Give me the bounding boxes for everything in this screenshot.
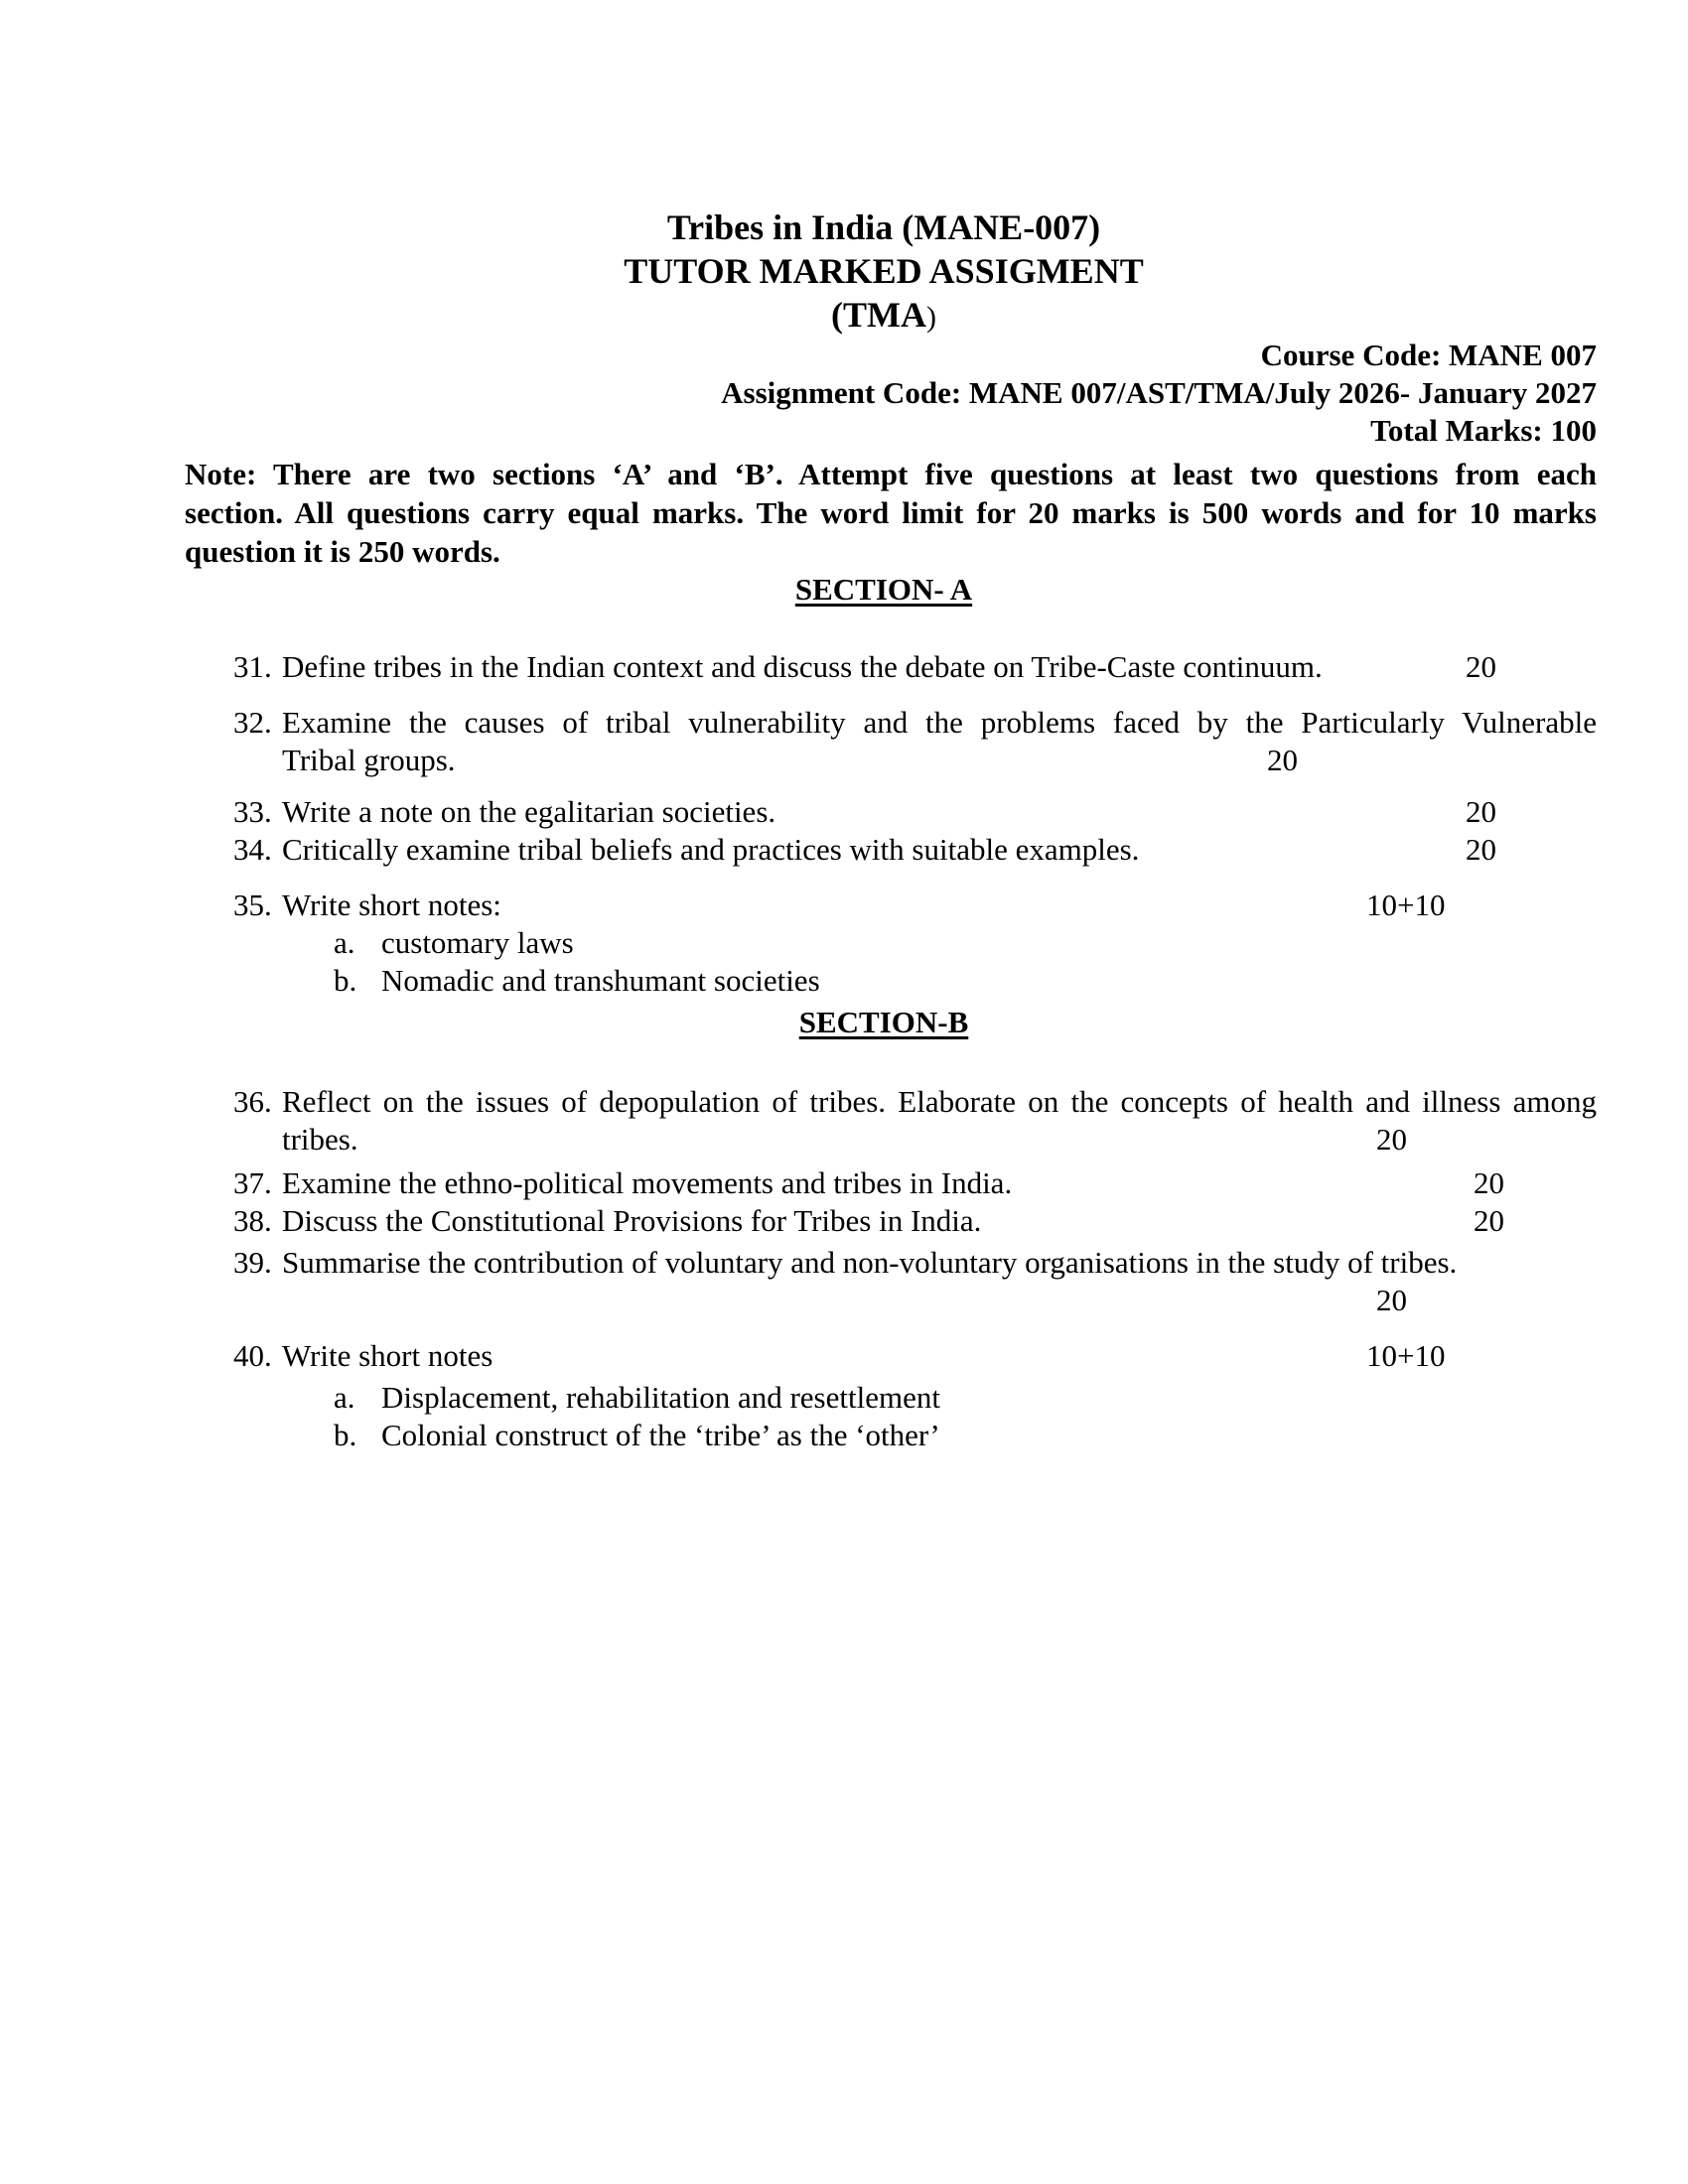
note-line: section. All questions carry equal marks. The word limit for 20 marks is 500 words and for 10 marks [185,495,1597,530]
question-marks: 20 [1474,1203,1504,1238]
sub-item-letter: b. [334,963,357,998]
assignment-code: Assignment Code: MANE 007/AST/TMA/July 2026- January 2027 [721,375,1597,410]
section-b-heading: SECTION-B [798,1005,969,1039]
question-text: Write short notes: [282,887,501,922]
question-marks: 20 [1376,1283,1407,1317]
question-40 [0,1338,1688,1457]
question-marks: 20 [1474,1165,1504,1200]
sub-item-text: customary laws [381,925,574,960]
document-subtitle: TUTOR MARKED ASSIGMENT [624,251,1144,291]
total-marks: Total Marks: 100 [1370,413,1597,448]
question-number: 31. [233,649,272,684]
question-text: Reflect on the issues of depopulation of tribes. Elaborate on the concepts of health and illness among [282,1084,1597,1119]
question-number: 37. [233,1165,272,1200]
course-code: Course Code: MANE 007 [1260,338,1597,372]
section-a-heading: SECTION- A [794,572,973,607]
question-text: Write a note on the egalitarian societies. [282,794,776,829]
question-text: Discuss the Constitutional Provisions for Tribes in India. [282,1203,982,1238]
question-number: 32. [233,705,272,740]
sub-item-text: Nomadic and transhumant societies [381,963,820,998]
sub-item-letter: a. [334,925,355,960]
question-number: 39. [233,1245,272,1280]
question-number: 34. [233,832,272,867]
question-marks: 20 [1466,832,1496,867]
instructions-note [185,455,1597,571]
question-text: Summarise the contribution of voluntary and non-voluntary organisations in the study of tribes. [282,1245,1458,1280]
document-title: Tribes in India (MANE-007) [666,207,1101,247]
question-number: 33. [233,794,272,829]
question-35 [0,887,1688,1007]
question-31 [0,649,1688,689]
note-line: question it is 250 words. [185,534,500,569]
note-line: Note: There are two sections ‘A’ and ‘B’. Attempt five questions at least two questions from each [185,457,1597,491]
sub-item-letter: b. [334,1418,357,1452]
question-marks: 20 [1466,649,1496,684]
question-text: Write short notes [282,1338,493,1373]
question-39 [0,1245,1688,1324]
question-32 [0,705,1688,784]
question-marks: 20 [1376,1122,1407,1157]
question-number: 40. [233,1338,272,1373]
sub-item-text: Colonial construct of the ‘tribe’ as the ‘other’ [381,1418,940,1452]
abbreviation-main: (TMA [831,295,926,335]
question-number: 36. [233,1084,272,1119]
question-number: 35. [233,887,272,922]
question-marks: 10+10 [1366,887,1446,922]
question-marks: 10+10 [1366,1338,1446,1373]
question-text: Examine the causes of tribal vulnerability and the problems faced by the Particularly Vulnerable [282,705,1597,740]
question-37 [0,1165,1688,1205]
question-text: Define tribes in the Indian context and discuss the debate on Tribe-Caste continuum. [282,649,1323,684]
question-text: Critically examine tribal beliefs and practices with suitable examples. [282,832,1140,867]
question-number: 38. [233,1203,272,1238]
question-text: Examine the ethno-political movements and tribes in India. [282,1165,1013,1200]
question-text-continued: Tribal groups. [282,743,456,777]
sub-item-text: Displacement, rehabilitation and resettlement [381,1380,940,1415]
abbreviation-close: ) [925,301,936,334]
document-abbreviation [0,294,1688,336]
question-38 [0,1203,1688,1243]
question-marks: 20 [1267,743,1298,777]
question-34 [0,832,1688,872]
sub-item-letter: a. [334,1380,355,1415]
question-marks: 20 [1466,794,1496,829]
question-36 [0,1084,1688,1163]
question-text-continued: tribes. [282,1122,358,1157]
question-33 [0,794,1688,834]
